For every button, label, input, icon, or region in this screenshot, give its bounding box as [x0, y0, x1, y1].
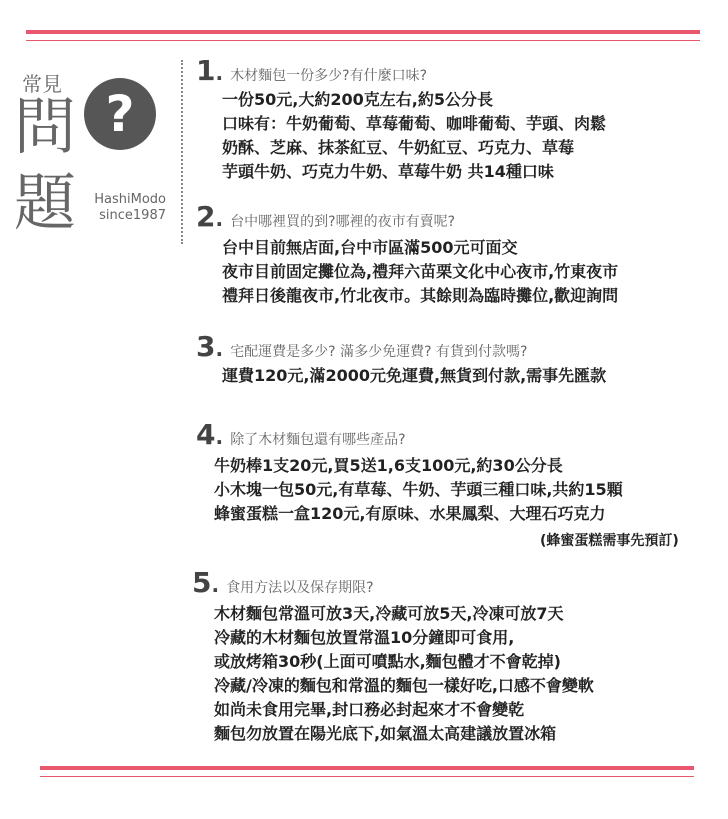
- faq-question-2: 2. 台中哪裡買的到?哪裡的夜市有賣呢?: [196, 200, 456, 233]
- answer-line: 木材麵包常溫可放3天,冷藏可放5天,冷凍可放7天: [214, 604, 564, 623]
- question-title: 食用方法以及保存期限?: [226, 580, 374, 596]
- answer-line: 一份50元,大約200克左右,約5公分長: [222, 90, 493, 109]
- answer-line: 台中目前無店面,台中市區滿500元可面交: [222, 238, 518, 257]
- question-title: 宅配運費是多少? 滿多少免運費? 有貨到付款嗎?: [230, 344, 528, 360]
- answer-line: 冷藏的木材麵包放置常溫10分鐘即可食用,: [214, 628, 515, 647]
- answer-line: 蜂蜜蛋糕一盒120元,有原味、水果鳳梨、大理石巧克力: [214, 504, 606, 523]
- faq-sidebar: [0, 0, 190, 260]
- brand-since: since1987: [99, 208, 166, 223]
- question-title: 除了木材麵包還有哪些產品?: [230, 432, 406, 448]
- question-mark-icon: ?: [84, 78, 156, 150]
- brand-text: [86, 192, 166, 224]
- bottom-rule: [40, 766, 694, 770]
- answer-line: 麵包勿放置在陽光底下,如氣溫太高建議放置冰箱: [214, 724, 557, 743]
- honey-cake-note: (蜂蜜蛋糕需事先預訂): [540, 533, 679, 549]
- faq-question-1: 1. 木材麵包一份多少?有什麼口味?: [196, 54, 428, 87]
- sidebar-big-char-2: 題: [14, 166, 77, 239]
- answer-line: 運費120元,滿2000元免運費,無貨到付款,需事先匯款: [222, 366, 607, 385]
- question-title: 台中哪裡買的到?哪裡的夜市有賣呢?: [230, 214, 456, 230]
- sidebar-small-text: 常見: [22, 72, 62, 96]
- faq-answer-3: [222, 364, 606, 388]
- brand-name: HashiModo: [94, 192, 166, 207]
- question-number: 2: [196, 200, 216, 233]
- answer-line: 或放烤箱30秒(上面可噴點水,麵包體才不會乾掉): [214, 652, 561, 671]
- question-number: 3: [196, 330, 216, 363]
- faq-question-3: 3. 宅配運費是多少? 滿多少免運費? 有貨到付款嗎?: [196, 330, 528, 363]
- answer-line: 奶酥、芝麻、抹茶紅豆、牛奶紅豆、巧克力、草莓: [222, 138, 575, 157]
- faq-answer-5: [214, 602, 594, 746]
- answer-line: 牛奶棒1支20元,買5送1,6支100元,約30公分長: [214, 456, 563, 475]
- question-number: 4: [196, 418, 216, 451]
- faq-answer-1: [222, 88, 606, 184]
- faq-question-4: 4. 除了木材麵包還有哪些產品?: [196, 418, 406, 451]
- faq-answer-2: [222, 236, 618, 308]
- faq-answer-4: [214, 454, 623, 526]
- faq-question-5: 5. 食用方法以及保存期限?: [192, 566, 374, 599]
- answer-line: 夜市目前固定攤位為,禮拜六苗栗文化中心夜市,竹東夜市: [222, 262, 619, 281]
- answer-line: 冷藏/冷凍的麵包和常溫的麵包一樣好吃,口感不會變軟: [214, 676, 594, 695]
- question-number: 1: [196, 54, 216, 87]
- question-title: 木材麵包一份多少?有什麼口味?: [230, 68, 428, 84]
- answer-line: 芋頭牛奶、巧克力牛奶、草莓牛奶 共14種口味: [222, 162, 554, 181]
- answer-line: 口味有：牛奶葡萄、草莓葡萄、咖啡葡萄、芋頭、肉鬆: [222, 114, 607, 133]
- bottom-rule-thin: [40, 776, 694, 777]
- answer-line: 如尚未食用完畢,封口務必封起來才不會變乾: [214, 700, 525, 719]
- answer-line: 禮拜日後龍夜市,竹北夜市。其餘則為臨時攤位,歡迎詢問: [222, 286, 619, 305]
- sidebar-big-char-1: 問: [14, 90, 77, 163]
- sidebar-divider: [181, 60, 183, 244]
- question-number: 5: [192, 566, 212, 599]
- answer-line: 小木塊一包50元,有草莓、牛奶、芋頭三種口味,共約15顆: [214, 480, 623, 499]
